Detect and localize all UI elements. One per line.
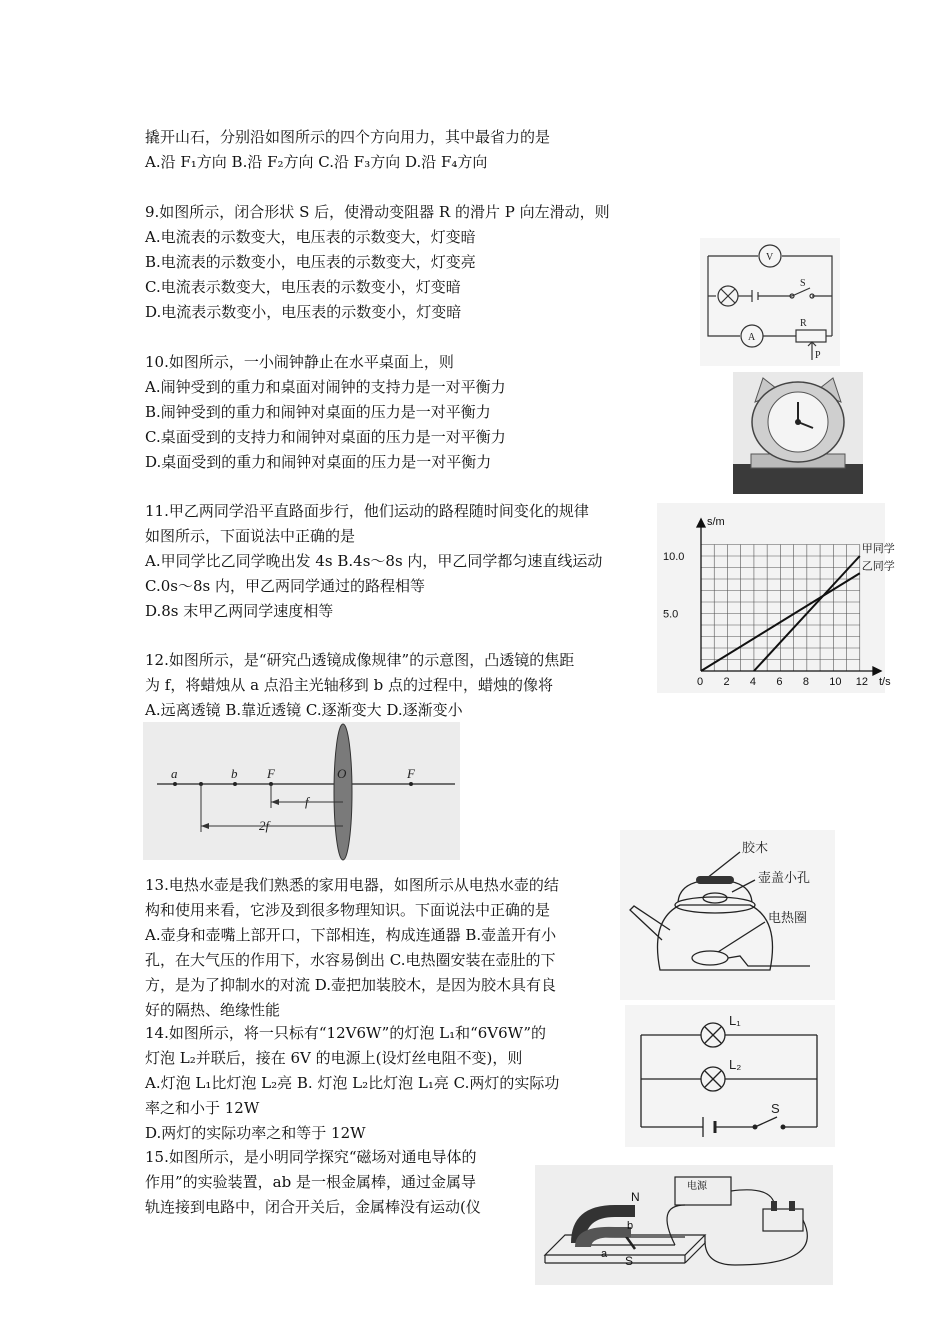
q13-line-4: 孔，在大气压的作用下，水容易倒出 C.电热圈安装在壶肚的下 [145, 951, 556, 969]
q11-line-3: A.甲同学比乙同学晚出发 4s B.4s～8s 内，甲乙同学都匀速直线运动 [145, 552, 603, 570]
y-axis-label: s/m [707, 516, 725, 528]
q12-point-b: b [231, 766, 238, 781]
x-tick-label: 10 [829, 676, 842, 688]
q14-line-3: A.灯泡 L₁比灯泡 L₂亮 B. 灯泡 L₂比灯泡 L₁亮 C.两灯的实际功 [145, 1074, 560, 1092]
q14-parallel-circuit-figure [625, 1005, 835, 1147]
q12-line-3: A.远离透镜 B.靠近透镜 C.逐渐变大 D.逐渐变小 [145, 701, 463, 719]
q10-option-c: C.桌面受到的支持力和闹钟对桌面的压力是一对平衡力 [145, 428, 506, 446]
q9-switch-label: S [800, 278, 806, 289]
x-tick-label: 2 [723, 676, 730, 688]
q11-line-4: C.0s～8s 内，甲乙两同学通过的路程相等 [145, 577, 425, 595]
q12-point-a: a [171, 766, 178, 781]
x-axis-arrow [873, 667, 881, 675]
y-tick-label: 5.0 [663, 608, 679, 621]
q13-line-3: A.壶身和壶嘴上部开口，下部相连，构成连通器 B.壶盖开有小 [145, 926, 557, 944]
q9-rheostat-label: R [800, 318, 807, 329]
q14-line-5: D.两灯的实际功率之和等于 12W [145, 1124, 366, 1142]
x-axis-label: t/s [879, 676, 891, 688]
q14-switch-label: S [771, 1101, 780, 1116]
q9-voltmeter-label: V [766, 252, 774, 263]
q10-stem: 10.如图所示，一小闹钟静止在水平桌面上，则 [145, 353, 454, 371]
q15-power-source-label: 电源 [687, 1181, 707, 1192]
q13-line-5: 方，是为了抑制水的对流 D.壶把加装胶木，是因为胶木具有良 [145, 976, 557, 994]
q15-line-3: 轨连接到电路中，闭合开关后，金属棒没有运动(仪 [145, 1198, 481, 1216]
q12-focal-length-label: f [305, 794, 309, 809]
series-label: 乙同学 [861, 560, 895, 573]
q12-focal-left: F [267, 766, 275, 781]
q9-option-b: B.电流表的示数变小，电压表的示数变大，灯变亮 [145, 253, 476, 271]
q13-heating-coil-label: 电热圈 [768, 911, 808, 926]
q15-line-1: 15.如图所示，是小明同学探究“磁场对通电导体的 [145, 1148, 477, 1166]
q15-south-pole-label: S [625, 1254, 634, 1268]
q12-optical-center: O [337, 766, 347, 781]
q14-line-4: 率之和小于 12W [145, 1099, 260, 1117]
q9-slider-label: P [815, 350, 821, 361]
q9-ammeter-label: A [748, 332, 756, 343]
x-tick-label: 0 [697, 676, 704, 688]
x-tick-label: 12 [855, 676, 869, 688]
q12-line-1: 12.如图所示，是“研究凸透镜成像规律”的示意图，凸透镜的焦距 [145, 651, 575, 669]
q9-circuit-figure [700, 238, 840, 366]
q13-line-2: 构和使用来看，它涉及到很多物理知识。下面说法中正确的是 [145, 901, 551, 919]
q14-line-1: 14.如图所示，将一只标有“12V6W”的灯泡 L₁和“6V6W”的 [145, 1024, 547, 1042]
x-tick-label: 6 [776, 676, 783, 688]
q11-line-5: D.8s 末甲乙两同学速度相等 [145, 602, 334, 620]
q13-line-6: 好的隔热、绝缘性能 [145, 1001, 281, 1019]
q15-rod-end-a: a [601, 1248, 608, 1260]
q15-rod-end-b: b [627, 1220, 634, 1232]
q10-option-b: B.闹钟受到的重力和闹钟对桌面的压力是一对平衡力 [145, 403, 491, 421]
q11-chart [657, 503, 895, 693]
q12-line-2: 为 f，将蜡烛从 a 点沿主光轴移到 b 点的过程中，蜡烛的像将 [145, 676, 553, 694]
x-tick-label: 4 [749, 676, 757, 688]
q8-options: A.沿 F₁方向 B.沿 F₂方向 C.沿 F₃方向 D.沿 F₄方向 [145, 153, 488, 171]
q14-lamp1-label: L₁ [729, 1013, 741, 1028]
q8-stem: 撬开山石，分别沿如图所示的四个方向用力，其中最省力的是 [145, 128, 551, 146]
q10-alarm-clock-figure [733, 372, 863, 494]
q9-stem: 9.如图所示，闭合形状 S 后，使滑动变阻器 R 的滑片 P 向左滑动，则 [145, 203, 610, 221]
q11-line-1: 11.甲乙两同学沿平直路面步行，他们运动的路程随时间变化的规律 [145, 502, 589, 520]
q14-lamp2-label: L₂ [729, 1057, 742, 1072]
q11-line-2: 如图所示，下面说法中正确的是 [145, 527, 356, 545]
q12-lens-figure [143, 722, 460, 860]
q9-option-a: A.电流表的示数变大，电压表的示数变大，灯变暗 [145, 228, 476, 246]
q10-option-d: D.桌面受到的重力和闹钟对桌面的压力是一对平衡力 [145, 453, 492, 471]
q15-north-pole-label: N [631, 1190, 640, 1204]
q13-line-1: 13.电热水壶是我们熟悉的家用电器，如图所示从电热水壶的结 [145, 876, 559, 894]
q12-double-focal-label: 2f [259, 818, 270, 833]
series-label: 甲同学 [861, 543, 895, 555]
q15-apparatus-figure [535, 1165, 833, 1285]
y-tick-label: 10.0 [663, 551, 685, 563]
q13-kettle-figure [620, 830, 835, 1000]
q13-glue-label: 胶木 [742, 841, 769, 856]
q9-option-c: C.电流表示数变大，电压表的示数变小，灯变暗 [145, 278, 461, 296]
q14-line-2: 灯泡 L₂并联后，接在 6V 的电源上(设灯丝电阻不变)，则 [145, 1049, 523, 1067]
q15-line-2: 作用”的实验装置，ab 是一根金属棒，通过金属导 [145, 1173, 476, 1191]
q12-focal-right: F [407, 766, 415, 781]
q13-lid-hole-label: 壶盖小孔 [758, 871, 811, 886]
y-axis-arrow [697, 519, 705, 527]
q9-option-d: D.电流表示数变小，电压表的示数变小，灯变暗 [145, 303, 462, 321]
x-tick-label: 8 [802, 676, 809, 688]
q10-option-a: A.闹钟受到的重力和桌面对闹钟的支持力是一对平衡力 [145, 378, 506, 396]
